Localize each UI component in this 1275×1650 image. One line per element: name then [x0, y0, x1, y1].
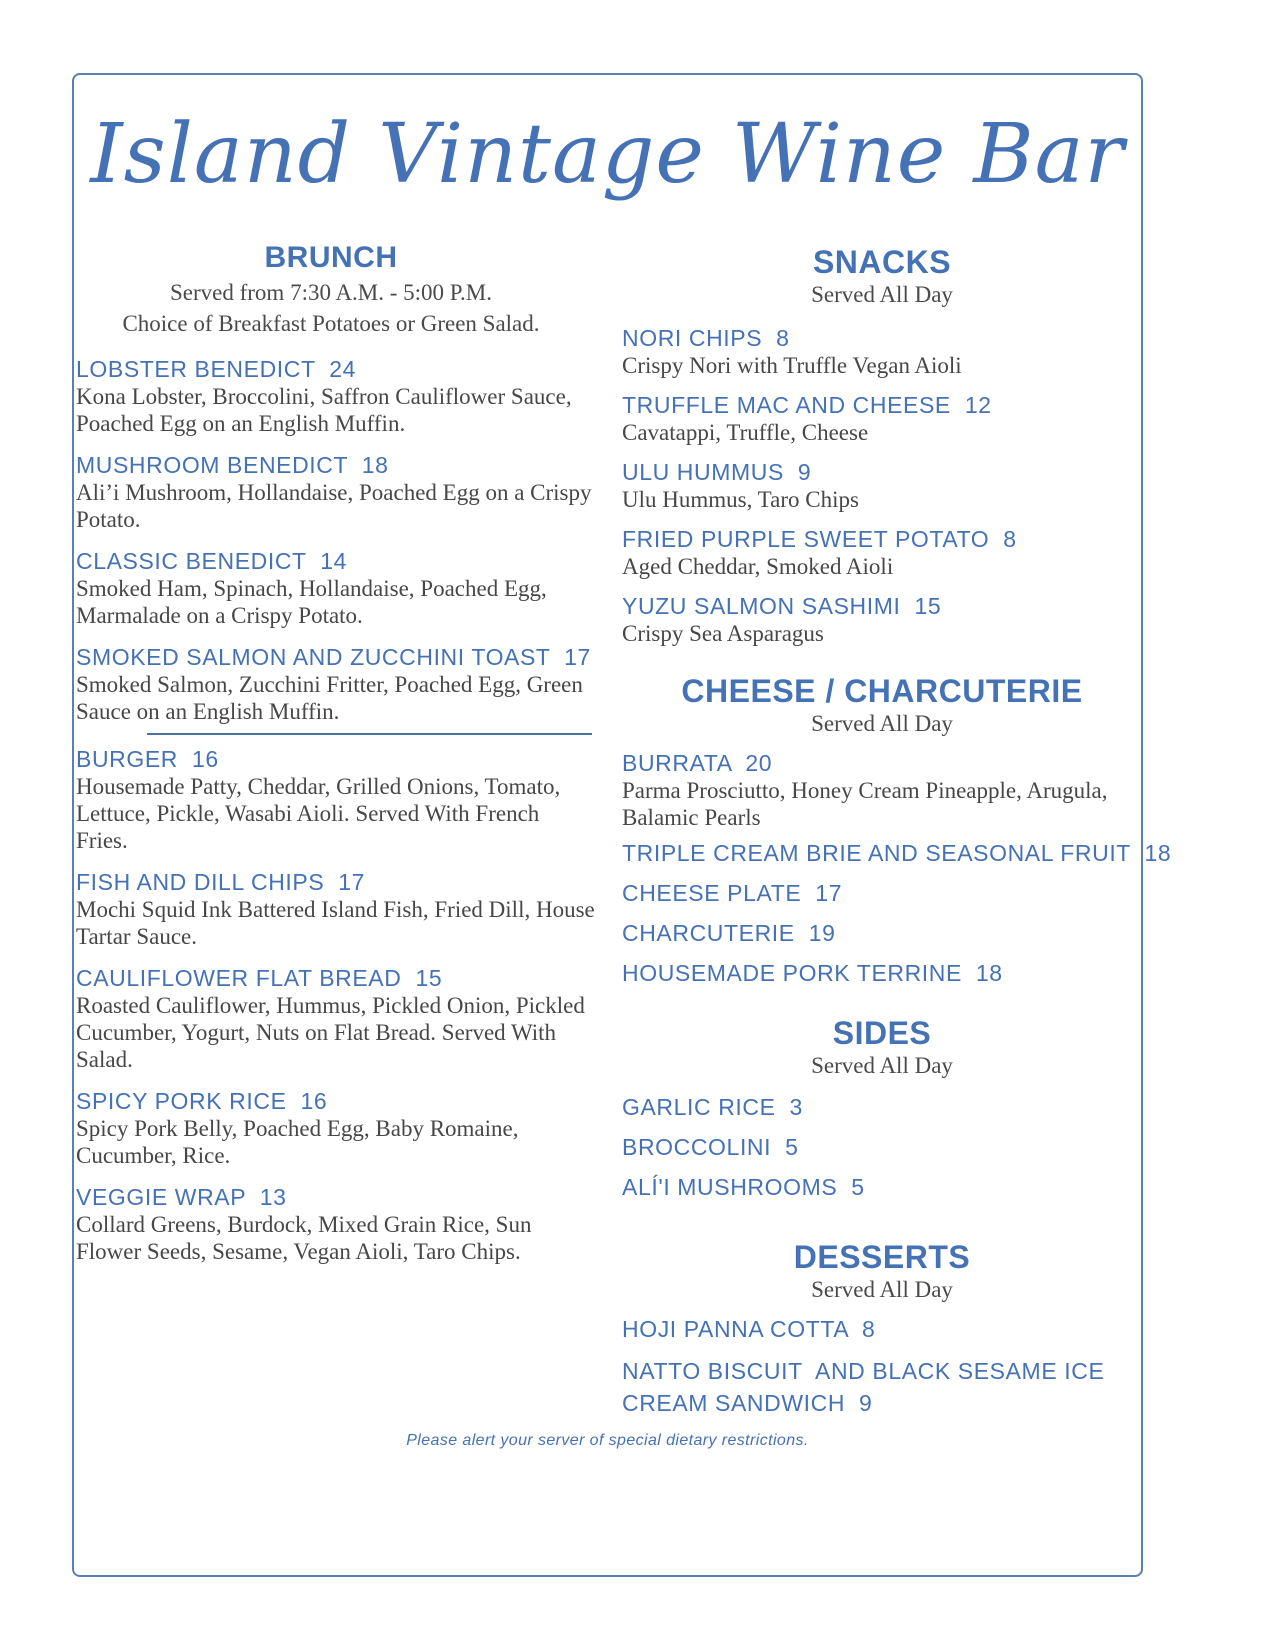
menu-item [622, 1355, 1142, 1419]
cheese-subtitle: Served All Day [811, 711, 953, 736]
menu-item [76, 643, 596, 725]
brunch-heading: BRUNCH [264, 241, 398, 274]
menu-item [622, 839, 1172, 867]
sides-subtitle: Served All Day [811, 1053, 953, 1078]
item-name: FISH AND DILL CHIPS 17 [76, 869, 366, 895]
brunch-side-choice: Choice of Breakfast Potatoes or Green Salad. [122, 311, 540, 336]
menu-item [76, 964, 596, 1073]
cheese-heading: CHEESE / CHARCUTERIE [681, 673, 1083, 709]
menu-item [622, 749, 1142, 831]
item-description: Mochi Squid Ink Battered Island Fish, Fried Dill, House Tartar Sauce. [76, 897, 595, 949]
item-name: MUSHROOM BENEDICT 18 [76, 452, 389, 478]
menu-item [622, 1133, 1142, 1161]
sides-heading: SIDES [832, 1015, 932, 1051]
menu-item [622, 959, 1142, 987]
item-name: CHEESE PLATE 17 [622, 880, 843, 906]
item-name-continued: CREAM SANDWICH 9 [622, 1390, 873, 1416]
item-description: Parma Prosciutto, Honey Cream Pineapple, Arugula, Balamic Pearls [622, 778, 1108, 830]
menu-item [76, 355, 596, 437]
right-column [622, 244, 1172, 1419]
item-name: BURRATA 20 [622, 750, 773, 776]
item-description: Crispy Sea Asparagus [622, 621, 824, 646]
menu-item [76, 868, 596, 950]
item-name: BURGER 16 [76, 746, 219, 772]
menu-item [622, 592, 1142, 647]
item-name: TRUFFLE MAC AND CHEESE 12 [622, 392, 992, 418]
item-description: Cavatappi, Truffle, Cheese [622, 420, 869, 445]
item-name: SPICY PORK RICE 16 [76, 1088, 328, 1114]
menu-item [76, 1183, 596, 1265]
brunch-column [76, 240, 596, 1265]
item-name: HOJI PANNA COTTA 8 [622, 1316, 876, 1342]
item-name: NORI CHIPS 8 [622, 325, 790, 351]
item-name: TRIPLE CREAM BRIE AND SEASONAL FRUIT 18 [622, 840, 1172, 866]
menu-item [76, 547, 596, 629]
menu-item [622, 525, 1142, 580]
menu-item [622, 391, 1142, 446]
item-description: Smoked Ham, Spinach, Hollandaise, Poached Egg, Marmalade on a Crispy Potato. [76, 576, 547, 628]
item-name: FRIED PURPLE SWEET POTATO 8 [622, 526, 1017, 552]
menu-item [622, 1093, 1142, 1121]
item-description: Collard Greens, Burdock, Mixed Grain Rice, Sun Flower Seeds, Sesame, Vegan Aioli, Taro Chips. [76, 1212, 532, 1264]
desserts-subtitle: Served All Day [811, 1277, 953, 1302]
brunch-hours: Served from 7:30 A.M. - 5:00 P.M. [170, 280, 492, 305]
dietary-notice: Please alert your server of special dietary restrictions. [406, 1432, 809, 1449]
item-description: Ulu Hummus, Taro Chips [622, 487, 859, 512]
menu-item [76, 745, 596, 854]
item-description: Crispy Nori with Truffle Vegan Aioli [622, 353, 962, 378]
menu-item [622, 324, 1142, 379]
menu-item [622, 919, 1142, 947]
snacks-heading: SNACKS [812, 244, 952, 280]
item-name: CHARCUTERIE 19 [622, 920, 836, 946]
restaurant-title: Island Vintage Wine Bar [90, 107, 1125, 202]
menu-item [76, 1087, 596, 1169]
menu-item [622, 1315, 1142, 1343]
desserts-heading: DESSERTS [793, 1239, 971, 1275]
item-name: ULU HUMMUS 9 [622, 459, 812, 485]
item-description: Housemade Patty, Cheddar, Grilled Onions, Tomato, Lettuce, Pickle, Wasabi Aioli. Served With French Fries. [76, 774, 561, 853]
item-name: GARLIC RICE 3 [622, 1094, 803, 1120]
item-name: HOUSEMADE PORK TERRINE 18 [622, 960, 1003, 986]
item-description: Ali’i Mushroom, Hollandaise, Poached Egg on a Crispy Potato. [76, 480, 592, 532]
item-name: CLASSIC BENEDICT 14 [76, 548, 348, 574]
item-description: Spicy Pork Belly, Poached Egg, Baby Romaine, Cucumber, Rice. [76, 1116, 519, 1168]
item-description: Aged Cheddar, Smoked Aioli [622, 554, 894, 579]
section-divider [147, 733, 592, 735]
item-name: ALÍ'I MUSHROOMS 5 [622, 1174, 865, 1200]
item-description: Smoked Salmon, Zucchini Fritter, Poached Egg, Green Sauce on an English Muffin. [76, 672, 583, 724]
menu-item [622, 879, 1142, 907]
item-name: BROCCOLINI 5 [622, 1134, 799, 1160]
item-description: Kona Lobster, Broccolini, Saffron Cauliflower Sauce, Poached Egg on an English Muffin. [76, 384, 572, 436]
item-name: YUZU SALMON SASHIMI 15 [622, 593, 942, 619]
item-name: SMOKED SALMON AND ZUCCHINI TOAST 17 [76, 644, 591, 670]
menu-item [622, 458, 1142, 513]
menu-item [622, 1173, 1142, 1201]
item-description: Roasted Cauliflower, Hummus, Pickled Onion, Pickled Cucumber, Yogurt, Nuts on Flat Bread. Served With Salad. [76, 993, 585, 1072]
item-name: CAULIFLOWER FLAT BREAD 15 [76, 965, 443, 991]
item-name: LOBSTER BENEDICT 24 [76, 356, 356, 382]
item-name: NATTO BISCUIT AND BLACK SESAME ICE [622, 1358, 1105, 1384]
snacks-subtitle: Served All Day [811, 282, 953, 307]
menu-item [76, 451, 596, 533]
item-name: VEGGIE WRAP 13 [76, 1184, 287, 1210]
